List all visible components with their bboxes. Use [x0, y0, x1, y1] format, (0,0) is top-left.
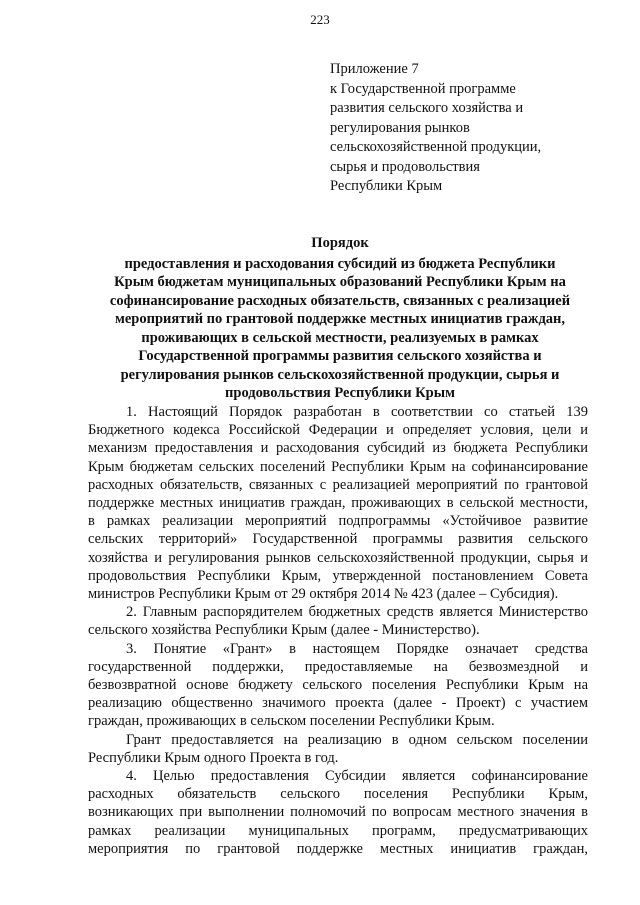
text-line: 3. Понятие «Грант» в настоящем Порядке означает средства [126, 640, 588, 657]
paragraph-4 [88, 767, 588, 858]
text-line: граждан, проживающих в сельском поселении Республики Крым. [88, 713, 495, 730]
text-line: Республики Крым одного Проекта в год. [88, 749, 339, 766]
paragraph-3-grant [88, 731, 588, 767]
document-title [80, 234, 600, 403]
appendix-line: развития сельского хозяйства и [330, 100, 524, 116]
text-line: Бюджетного кодекса Российской Федерации и определяет условия, цели и [88, 422, 588, 439]
title-line: софинансирование расходных обязательств, связанных с реализацией [109, 292, 571, 309]
title-heading: Порядок [311, 235, 369, 251]
text-line: возникающих при выполнении полномочий по вопросам местного значения в [88, 804, 588, 821]
document-body [88, 403, 588, 858]
appendix-line: регулирования рынков [330, 119, 470, 136]
text-line: сельского хозяйства Республики Крым (далее - Министерство). [88, 622, 480, 639]
title-line: проживающих в сельской местности, реализуемых в рамках [141, 329, 539, 346]
text-line: в рамках реализации мероприятий подпрограммы «Устойчивое развитие [88, 513, 588, 530]
appendix-line: Республики Крым [330, 178, 443, 194]
text-line: Грант предоставляется на реализацию в одном сельском поселении [126, 731, 588, 748]
text-line: государственной поддержки, предоставляемые на безвозмездной и [88, 658, 588, 675]
text-line: 2. Главным распорядителем бюджетных средств является Министерство [126, 604, 588, 621]
page-number: 223 [310, 12, 330, 27]
text-line: расходных обязательств сельского поселения Республики Крым, [88, 786, 588, 803]
text-line: сельских территорий» Государственной программы развития сельского [88, 531, 588, 548]
text-line: хозяйства и регулирования рынков сельскохозяйственной продукции, сырья и [88, 549, 588, 566]
title-line: Государственной программы развития сельского хозяйства и [138, 348, 542, 364]
text-line: продовольствия Республики Крым, утвержденной постановлением Совета [88, 567, 588, 584]
text-line: реализацию общественно значимого проекта (далее - Проект) с участием [88, 695, 588, 712]
appendix-line: Приложение 7 [330, 61, 419, 77]
title-line: предоставления и расходования субсидий из бюджета Республики [124, 255, 556, 272]
text-line: Крым бюджетам сельских поселений Республики Крым на софинансирование [88, 458, 588, 475]
text-line: механизм предоставления и расходования субсидий из бюджета Республики [88, 440, 588, 457]
appendix-line: сельскохозяйственной продукции, [330, 139, 542, 155]
appendix-note [330, 60, 620, 197]
text-line: поддержке местных инициатив граждан, проживающих в сельской местности, [88, 495, 588, 512]
text-line: мероприятия по грантовой поддержке местных инициатив граждан, [88, 840, 588, 857]
title-line: продовольствия Республики Крым [225, 385, 455, 401]
text-line: министров Республики Крым от 29 октября 2014 № 423 (далее – Субсидия). [88, 586, 559, 603]
title-line: мероприятий по грантовой поддержке местных инициатив граждан, [114, 311, 566, 327]
title-line: Крым бюджетам муниципальных образований Республики Крым на [114, 274, 566, 290]
title-line: регулирования рынков сельскохозяйственной продукции, сырья и [120, 366, 560, 383]
paragraph-1 [88, 403, 588, 603]
text-line: расходных обязательств, связанных с реализацией мероприятий по грантовой [88, 476, 588, 493]
paragraph-2 [88, 603, 588, 639]
text-line: 4. Целью предоставления Субсидии является софинансирование [126, 768, 588, 785]
text-line: рамках реализации муниципальных программ, предусматривающих [88, 822, 588, 839]
appendix-line: к Государственной программе [330, 80, 516, 97]
appendix-line: сырья и продовольствия [330, 158, 480, 175]
paragraph-3 [88, 640, 588, 731]
text-line: 1. Настоящий Порядок разработан в соответствии со статьей 139 [126, 404, 588, 420]
text-line: безвозвратной основе бюджету сельского поселения Республики Крым на [88, 677, 588, 694]
